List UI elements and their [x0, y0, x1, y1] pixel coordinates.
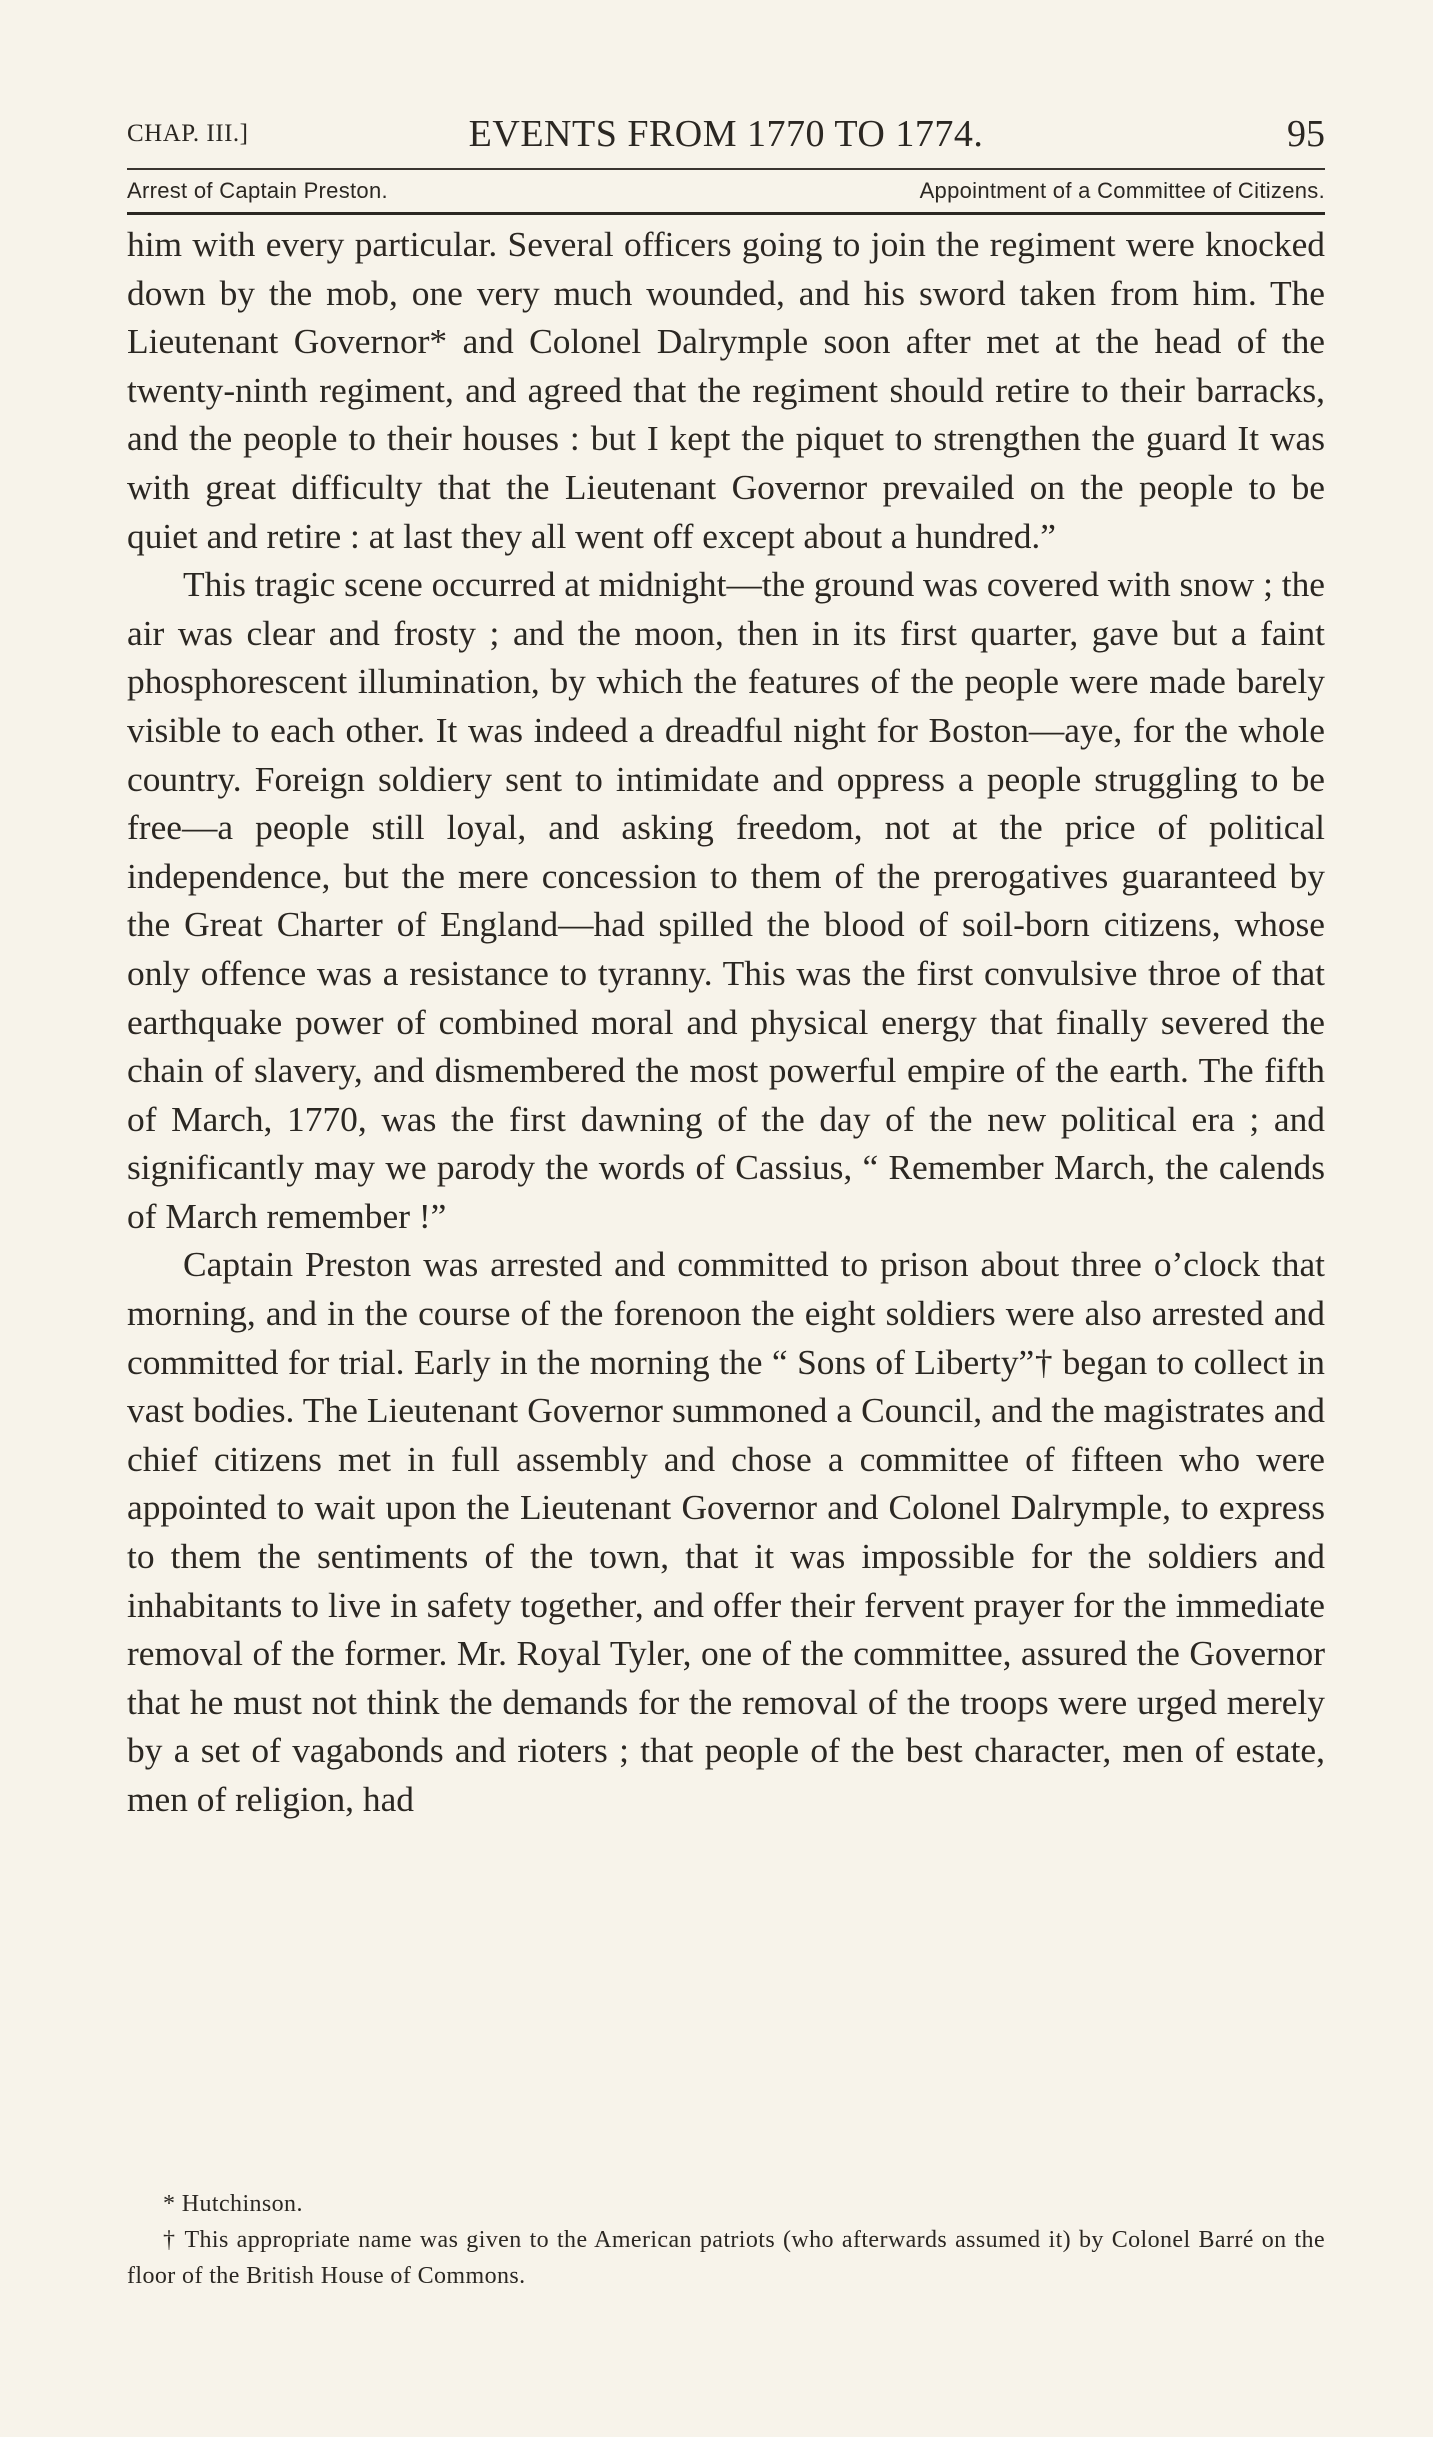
paragraph: Captain Preston was arrested and committed to prison about three o’clock that morning, and in the course of the forenoon the eight soldiers were also arrested and committed for trial. Early in the morning the “ Sons of Liberty”† began to collect in vast bodies. The Lieutenant Governor summoned a Council, and the magistrates and chief citizens met in full assembly and chose a committee of fifteen who were appointed to wait upon the Lieutenant Governor and Colonel Dalrymple, to express to them the sentiments of the town, that it was impossible for the soldiers and inhabitants to live in safety together, and offer their fervent prayer for the immediate removal of the former. Mr. Royal Tyler, one of the committee, assured the Governor that he must not think the demands for the removal of the troops were urged merely by a set of vagabonds and rioters ; that people of the best character, men of estate, men of religion, had	[127, 1244, 1325, 1819]
header-rule-bottom	[127, 212, 1325, 215]
header-rule-top	[127, 168, 1325, 170]
footnote: * Hutchinson.	[163, 2191, 303, 2217]
page-number: 95	[1287, 113, 1325, 155]
section-subheads	[127, 174, 1325, 210]
paragraph-continuation: him with every particular. Several officers going to join the regiment were knocked down by the mob, one very much wounded, and his sword taken from him. The Lieutenant Governor* and Colonel Dalrymple soon after met at the head of the twenty-ninth regiment, and agreed that the regiment should retire to their barracks, and the people to their houses : but I kept the piquet to strengthen the guard It was with great difficulty that the Lieutenant Governor prevailed on the people to be quiet and retire : at last they all went off except about a hundred.”	[127, 224, 1325, 556]
chapter-label: CHAP. III.]	[127, 120, 249, 147]
subhead-left: Arrest of Captain Preston.	[127, 178, 388, 203]
footnote: † This appropriate name was given to the American patriots (who afterwards assumed it) by Colonel Barré on the floor of the British House of Commons.	[127, 2227, 1325, 2289]
subhead-right: Appointment of a Committee of Citizens.	[919, 178, 1325, 203]
body-text	[127, 220, 1325, 1824]
footnotes	[127, 2186, 1325, 2294]
paragraph: This tragic scene occurred at midnight—the ground was covered with snow ; the air was clear and frosty ; and the moon, then in its first quarter, gave but a faint phosphorescent illumination, by which the features of the people were made barely visible to each other. It was indeed a dreadful night for Boston—aye, for the whole country. Foreign soldiery sent to intimidate and oppress a people struggling to be free—a people still loyal, and asking freedom, not at the price of political independence, but the mere concession to them of the prerogatives guaranteed by the Great Charter of England—had spilled the blood of soil-born citizens, whose only offence was a resistance to tyranny. This was the first convulsive throe of that earthquake power of combined moral and physical energy that finally severed the chain of slavery, and dismembered the most powerful empire of the earth. The fifth of March, 1770, was the first dawning of the day of the new political era ; and significantly may we parody the words of Cassius, “ Remember March, the calends of March remember !”	[127, 564, 1326, 1236]
running-head	[127, 112, 1325, 162]
page-title: EVENTS FROM 1770 TO 1774.	[468, 113, 984, 155]
